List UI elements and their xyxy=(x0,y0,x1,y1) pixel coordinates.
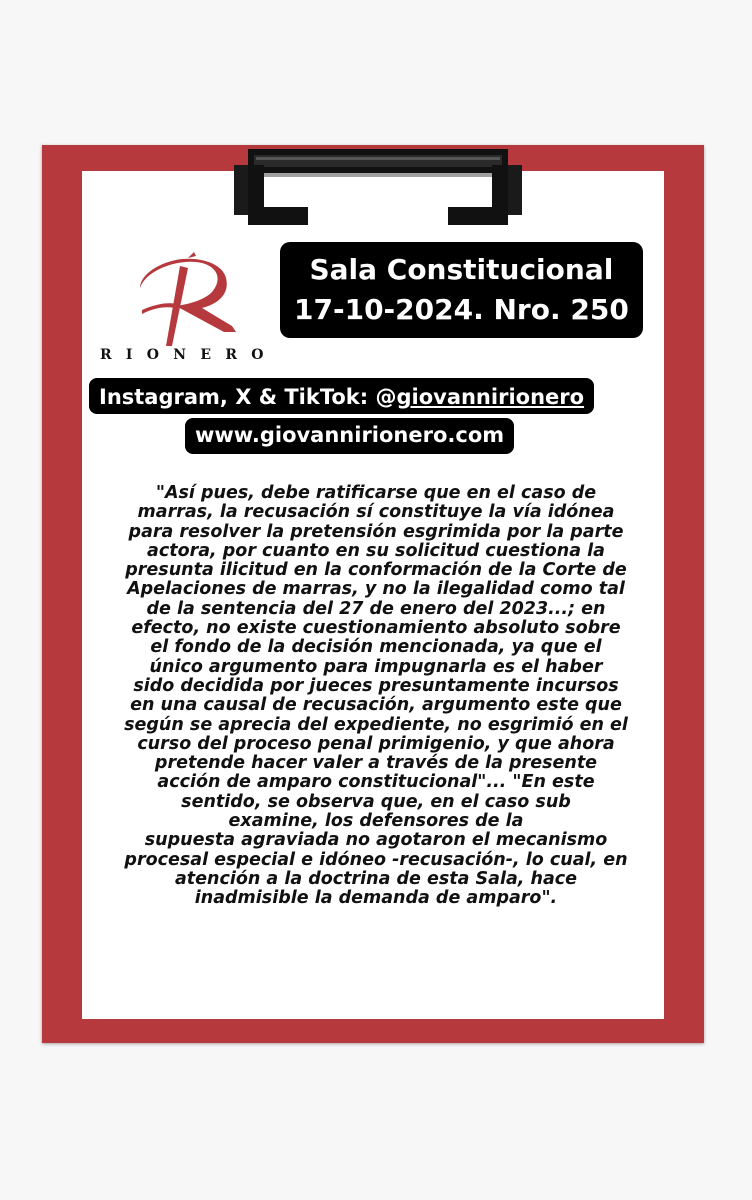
quote-text xyxy=(90,484,662,909)
quote-line: presunta ilicitud en la conformación de la Corte de xyxy=(125,560,627,581)
quote-line: Apelaciones de marras, y no la ilegalidad como tal xyxy=(127,579,625,600)
quote-line: procesal especial e idóneo -recusación-, lo cual, en xyxy=(124,849,628,870)
quote-line: inadmisible la demanda de amparo". xyxy=(194,888,558,909)
quote-line: el fondo de la decisión mencionada, ya que el xyxy=(150,637,602,658)
quote-line: marras, la recusación sí constituye la vía idónea xyxy=(137,502,615,523)
social-handle-link[interactable]: giovannirionero xyxy=(396,385,585,409)
quote-line: único argumento para impugnarla es el haber xyxy=(149,656,603,677)
quote-line: sentido, se observa que, en el caso sub xyxy=(181,791,571,812)
clipboard-clip-icon xyxy=(228,145,558,240)
quote-line: examine, los defensores de la xyxy=(228,811,524,832)
logo-wordmark: RIONERO xyxy=(100,347,278,363)
quote-line: supuesta agraviada no agotaron el mecanismo xyxy=(144,830,608,851)
quote-line: acción de amparo constitucional"... "En este xyxy=(157,772,595,793)
social-label xyxy=(89,378,594,414)
quote-line: pretende hacer valer a través de la presente xyxy=(154,753,598,774)
social-prefix: Instagram, X & TikTok: xyxy=(99,385,376,409)
quote-line: "Así pues, debe ratificarse que en el caso de xyxy=(155,483,597,503)
website-link[interactable]: www.giovannirionero.com xyxy=(195,423,505,447)
title-line-2: 17-10-2024. Nro. 250 xyxy=(294,293,629,326)
quote-line: actora, por cuanto en su solicitud cuestiona la xyxy=(147,540,605,561)
quote-line: en una causal de recusación, argumento este que xyxy=(130,695,622,716)
quote-line: de la sentencia del 27 de enero del 2023...; en xyxy=(146,598,606,619)
title-line-1: Sala Constitucional xyxy=(309,253,614,286)
quote-line: efecto, no existe cuestionamiento absoluto sobre xyxy=(131,618,621,639)
quote-line: curso del proceso penal primigenio, y que ahora xyxy=(137,733,615,754)
quote-line: para resolver la pretensión esgrimida por la parte xyxy=(128,521,624,542)
quote-line: sido decidida por jueces presuntamente incursos xyxy=(133,675,619,696)
website-label xyxy=(185,418,514,454)
quote-line: atención a la doctrina de esta Sala, hace xyxy=(174,868,578,889)
title-label xyxy=(280,242,643,338)
threads-icon: @ xyxy=(375,385,397,409)
quote-line: según se aprecia del expediente, no esgrimió en el xyxy=(124,714,628,735)
